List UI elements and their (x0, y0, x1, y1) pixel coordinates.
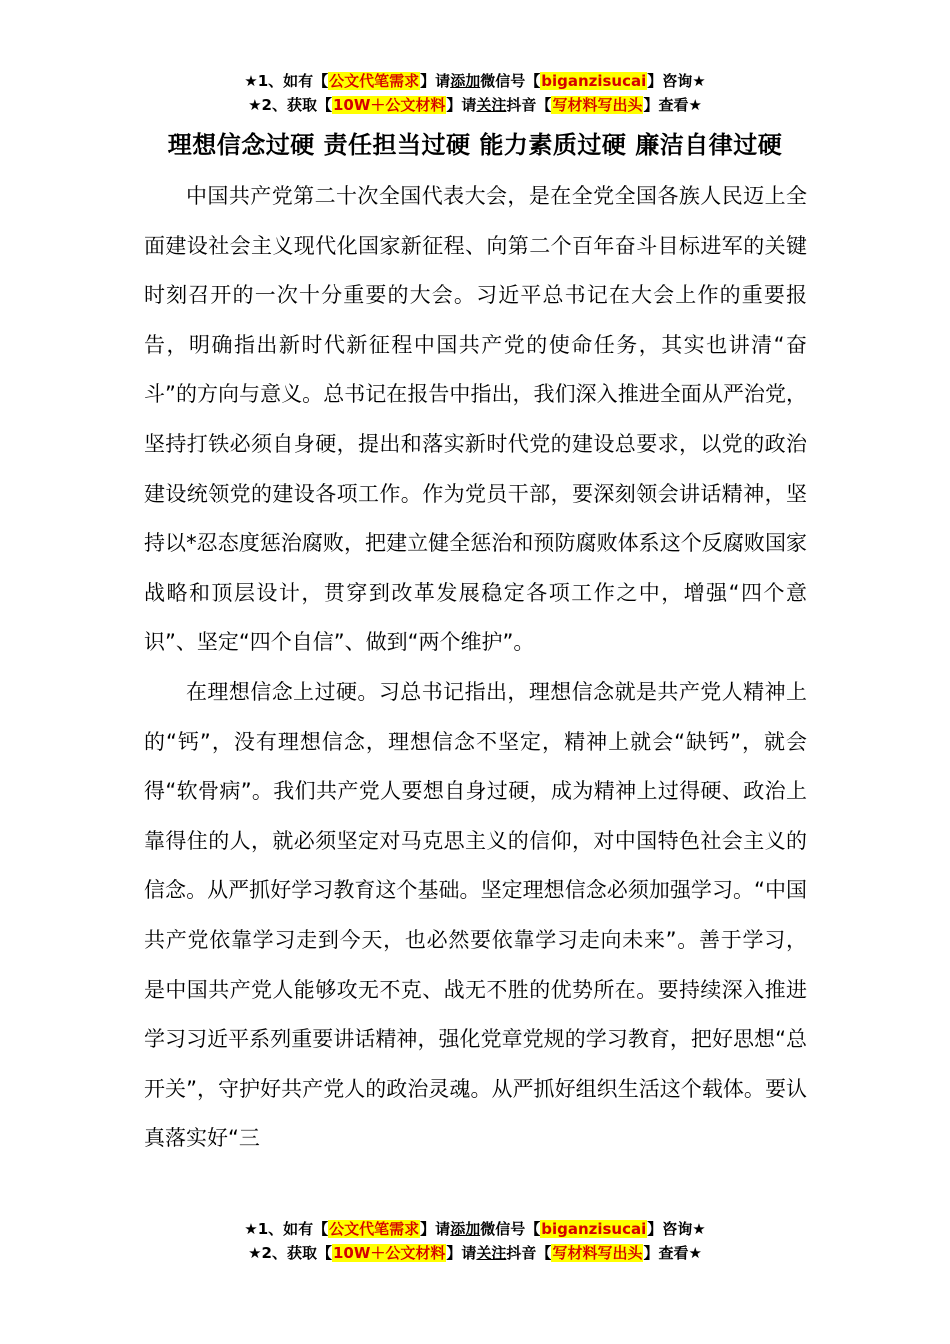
body-paragraph: 在理想信念上过硬。习总书记指出，理想信念就是共产党人精神上的“钙”，没有理想信念，理想信念不坚定，精神上就会“缺钙”，就会得“软骨病”。我们共产党人要想自身过硬，成为精神上过得硬、政治上靠得住的人，就必须坚定对马克思主义的信仰，对中国特色社会主义的信念。从严抓好学习教育这个基础。坚定理想信念必须加强学习。“中国共产党依靠学习走到今天，也必然要依靠学习走向未来”。善于学习， 是中国共产党人能够攻无不克、战无不胜的优势所在。要持续深入推进学习习近平系列重要讲话精神，强化党章党规的学习教育，把好思想“总开关”，守护好共产党人的政治灵魂。从严抓好组织生活这个载体。要认真落实好“三 (144, 679, 807, 1151)
promo-highlight-douyin: 写材料写出头 (552, 1244, 643, 1262)
promo-text: 】请 (446, 96, 477, 114)
promo-text: 】请 (446, 1244, 477, 1262)
promo-underlined-text: 添加 (450, 1220, 481, 1238)
promo-text: 】咨询★ (647, 1220, 706, 1238)
promo-text: 微信号【 (480, 1220, 541, 1238)
promo-highlight: 公文代笔需求 (329, 72, 420, 90)
promo-highlight-wechat-id: biganzisucai (541, 1220, 647, 1238)
promo-underlined-text: 关注 (476, 1244, 507, 1262)
promo-underlined-text: 添加 (450, 72, 481, 90)
promo-line-1 (0, 1217, 950, 1241)
document-title: 理想信念过硬 责任担当过硬 能力素质过硬 廉洁自律过硬 (167, 131, 783, 159)
promo-text: ★2、获取【 (248, 1244, 332, 1262)
promo-highlight: 10W＋公文材料 (332, 1244, 446, 1262)
promo-text: 】请 (420, 1220, 451, 1238)
promo-highlight-wechat-id: biganzisucai (541, 72, 647, 90)
promo-text: 抖音【 (506, 96, 552, 114)
promo-highlight: 公文代笔需求 (329, 1220, 420, 1238)
promo-text: ★1、如有【 (244, 72, 329, 90)
promo-banner-bottom (0, 1217, 950, 1265)
promo-underlined-text: 关注 (476, 96, 507, 114)
promo-text: 】查看★ (643, 1244, 702, 1262)
promo-banner-top (0, 69, 950, 117)
promo-text: 】请 (420, 72, 451, 90)
promo-text: 抖音【 (506, 1244, 552, 1262)
document-body (144, 172, 807, 1164)
promo-line-1 (0, 69, 950, 93)
promo-line-2 (0, 93, 950, 117)
promo-text: 微信号【 (480, 72, 541, 90)
promo-text: ★2、获取【 (248, 96, 332, 114)
body-paragraph: 中国共产党第二十次全国代表大会，是在全党全国各族人民迈上全面建设社会主义现代化国家新征程、向第二个百年奋斗目标进军的关键时刻召开的一次十分重要的大会。习近平总书记在大会上作的重要报告，明确指出新时代新征程中国共产党的使命任务，其实也讲清“奋斗”的方向与意义。总书记在报告中指出，我们深入推进全面从严治党，坚持打铁必须自身硬，提出和落实新时代党的建设总要求，以党的政治建设统领党的建设各项工作。作为党员干部，要深刻领会讲话精神，坚持以*忍态度惩治腐败，把建立健全惩治和预防腐败体系这个反腐败国家战略和顶层设计，贯穿到改革发展稳定各项工作之中，增强“四个意识”、坚定“四个自信”、做到“两个维护”。 (144, 184, 807, 655)
promo-text: 】查看★ (643, 96, 702, 114)
promo-highlight-douyin: 写材料写出头 (552, 96, 643, 114)
promo-text: 】咨询★ (647, 72, 706, 90)
promo-text: ★1、如有【 (244, 1220, 329, 1238)
promo-highlight: 10W＋公文材料 (332, 96, 446, 114)
promo-line-2 (0, 1241, 950, 1265)
